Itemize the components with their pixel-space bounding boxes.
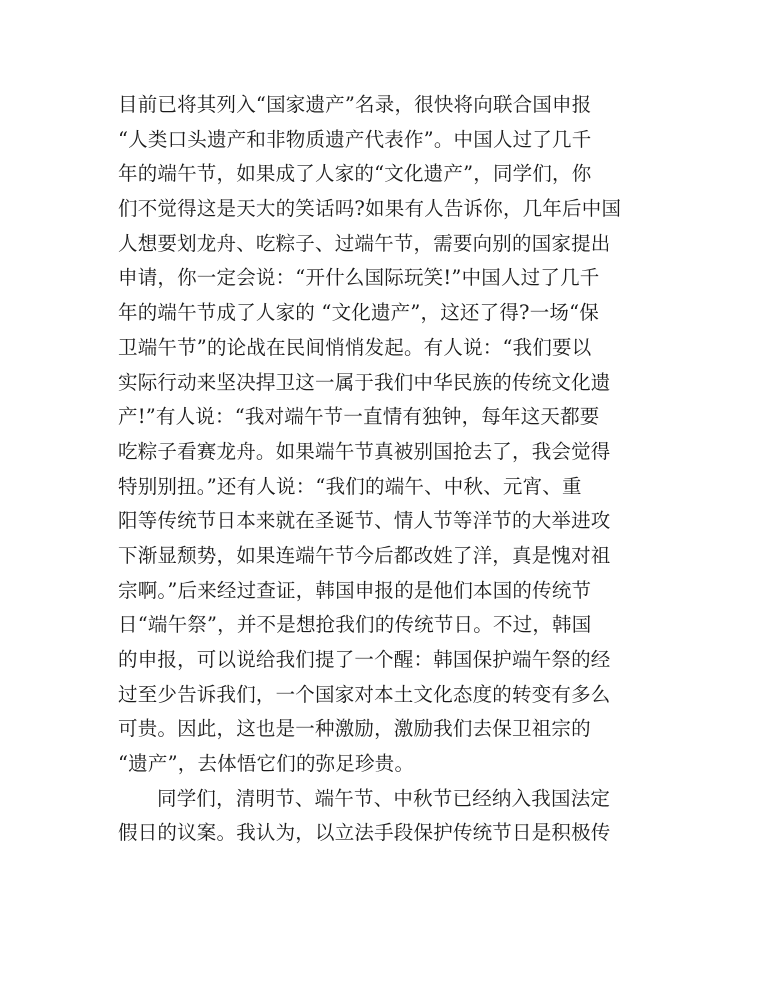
text-line: 假日的议案。我认为，以立法手段保护传统节日是积极传 xyxy=(118,821,611,845)
text-line: 阳等传统节日本来就在圣诞节、情人节等洋节的大举进攻 xyxy=(118,509,611,533)
text-line: 年的端午节，如果成了人家的“文化遗产”，同学们，你 xyxy=(118,162,592,186)
text-line: 年的端午节成了人家的 “文化遗产”，这还了得?一场“保 xyxy=(118,301,599,325)
text-line: 卫端午节”的论战在民间悄悄发起。有人说：“我们要以 xyxy=(118,335,592,359)
text-line: 宗啊。”后来经过查证，韩国申报的是他们本国的传统节 xyxy=(118,578,592,602)
body-text xyxy=(118,88,658,851)
text-line: 人想要划龙舟、吃粽子、过端午节，需要向别的国家提出 xyxy=(118,231,611,255)
text-line: 申请，你一定会说：“开什么国际玩笑!”中国人过了几千 xyxy=(118,266,600,290)
text-line: “遗产”，去体悟它们的弥足珍贵。 xyxy=(118,752,415,776)
text-line: 们不觉得这是天大的笑话吗?如果有人告诉你，几年后中国 xyxy=(118,197,622,221)
text-line: 过至少告诉我们，一个国家对本土文化态度的转变有多么 xyxy=(118,682,611,706)
text-line: 目前已将其列入“国家遗产”名录，很快将向联合国申报 xyxy=(118,93,592,116)
text-line: 的申报，可以说给我们提了一个醒：韩国保护端午祭的经 xyxy=(118,648,611,671)
paragraph-first-line: 同学们，清明节、端午节、中秋节已经纳入我国法定 xyxy=(157,786,611,810)
text-line: 下渐显颓势，如果连端午节今后都改姓了洋，真是愧对祖 xyxy=(118,543,611,567)
text-line: 吃粽子看赛龙舟。如果端午节真被别国抢去了，我会觉得 xyxy=(118,439,611,463)
text-line: 实际行动来坚决捍卫这一属于我们中华民族的传统文化遗 xyxy=(118,370,611,394)
text-line: 日“端午祭”，并不是想抢我们的传统节日。不过，韩国 xyxy=(118,613,592,637)
text-line: 产!”有人说：“我对端午节一直情有独钟，每年这天都要 xyxy=(118,405,600,429)
text-line: 可贵。因此，这也是一种激励，激励我们去保卫祖宗的 xyxy=(118,717,591,741)
text-line: 特别别扭。”还有人说：“我们的端午、中秋、元宵、重 xyxy=(118,474,582,498)
text-line: “人类口头遗产和非物质遗产代表作”。中国人过了几千 xyxy=(118,127,592,151)
